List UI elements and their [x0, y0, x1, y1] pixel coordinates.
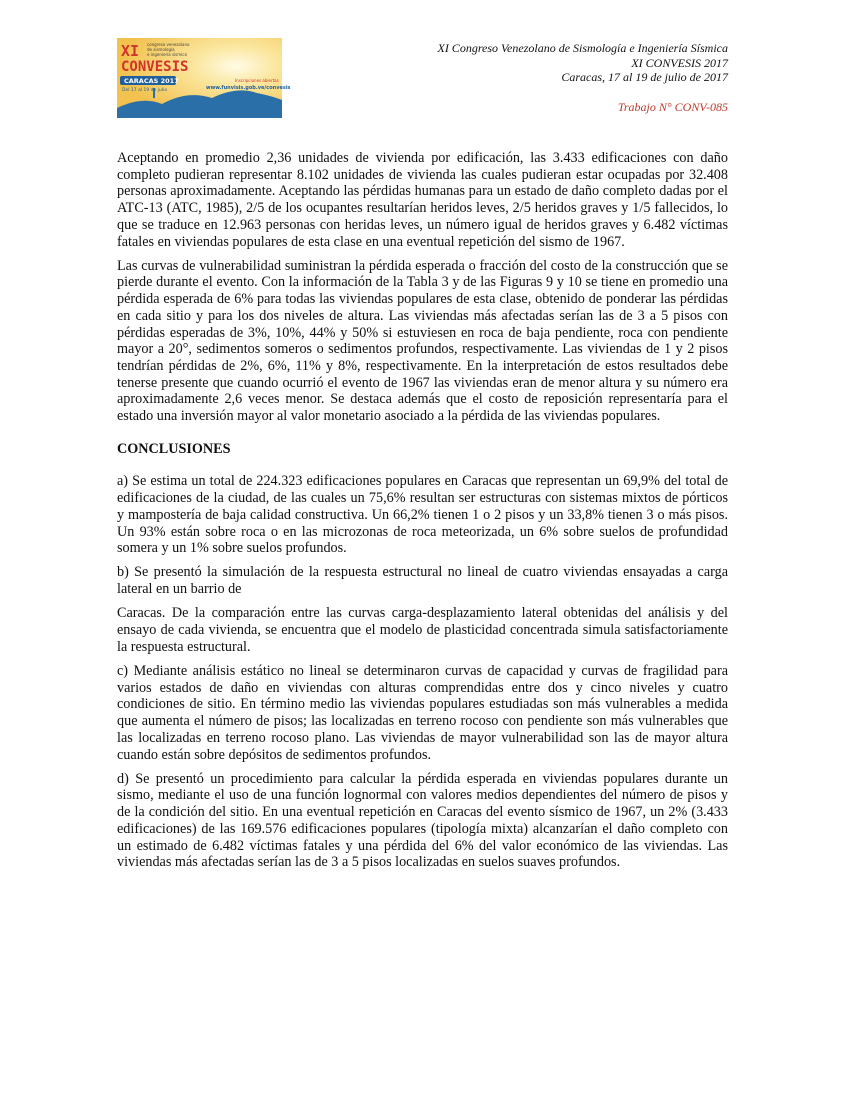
logo-city-badge: CARACAS 2017 [124, 77, 179, 85]
logo-numeral: XI [121, 42, 140, 60]
conference-place-date: Caracas, 17 al 19 de julio de 2017 [561, 70, 728, 84]
conclusion-c: c) Mediante análisis estático no lineal se determinaron curvas de capacidad y curvas de fragilidad para varios estados de daño en viviendas con alturas comprendidas entre dos y cinco niveles y cuatro condiciones de sitio. En término medio las viviendas populares estudiadas son más vulnerables a medida que aumenta el número de pisos; las localizadas en terreno rocoso con pendiente son más vulnerables que las localizadas en terreno rocoso plano. Las viviendas de mayor vulnerabilidad son las de mayor altura cuando están sobre depósitos de sedimentos profundos. [117, 662, 728, 763]
paragraph-casualties: Aceptando en promedio 2,36 unidades de vivienda por edificación, las 3.433 edificaciones con daño completo pudieran representar 8.102 unidades de vivienda las cuales pudieran estar ocupadas por 32.408 personas aproximadamente. Aceptando las pérdidas humanas para un estado de daño completo dadas por el ATC-13 (ATC, 1985), 2/5 de los ocupantes resultarían heridos leves, 2/5 heridos graves y 1/5 fallecidos, lo que se traduce en 12.963 personas con heridas leves, un número igual de heridos graves y 6.482 víctimas fatales en viviendas populares de esta clase en una eventual repetición del sismo de 1967. [117, 150, 728, 250]
logo-registration: Inscripciones abiertas [235, 78, 279, 83]
conclusion-a: a) Se estima un total de 224.323 edificaciones populares en Caracas que representan un 69,9% del total de edificaciones de la ciudad, de las cuales un 75,6% resultan ser estructuras con sistemas mixtos de pórticos y mampostería de baja calidad constructiva. Un 66,2% tienen 1 o 2 pisos y un 33,8% tienen 3 o más pisos. Un 93% están sobre roca o en las microzonas de roca meteorizada, un 6% sobre suelos de profundidad somera y un 1% sobre suelos profundos. [117, 473, 728, 557]
logo-url: www.funvisis.gob.ve/convesis [206, 85, 291, 91]
logo-tagline-3: e ingeniería sísmica [147, 52, 187, 57]
logo-dates: Del 17 al 19 de julio [122, 88, 168, 93]
page-content [117, 150, 728, 878]
paper-id: Trabajo N° CONV-085 [617, 99, 728, 114]
logo-name: CONVESIS [121, 59, 189, 75]
section-title: CONCLUSIONES [117, 440, 231, 457]
paragraph-vulnerability: Las curvas de vulnerabilidad suministran la pérdida esperada o fracción del costo de la construcción que se pierde durante el evento. Con la información de la Tabla 3 y de las Figuras 9 y 10 se tiene en promedio una pérdida esperada de 6% para todas las viviendas populares de esta clase, obtenido de ponderar las pérdidas en cada sitio y para los dos niveles de altura. Las viviendas más afectadas serían las de 3 a 5 pisos con pérdidas esperadas de 3%, 10%, 44% y 50% si estuviesen en roca de baja pendiente, roca con pendiente mayor a 20°, sedimentos someros o sedimentos profundos, respectivamente. Las viviendas de 1 y 2 pisos tendrían pérdidas de 2%, 6%, 11% y 8%, respectivamente. En la interpretación de estos resultados debe tenerse presente que cuando ocurrió el evento de 1967 las viviendas eran de menor altura y su número era aproximadamente 2,6 veces menor. Se destaca además que el costo de reposición representaría para el estado una inversión mayor al valor monetario asociado a la pérdida de las viviendas populares. [117, 257, 728, 425]
conclusion-b-part1: b) Se presentó la simulación de la respuesta estructural no lineal de cuatro viviendas ensayadas a carga lateral en un barrio de [117, 564, 728, 598]
convesis-logo [117, 38, 291, 118]
logo-tagline-2: de sismología [147, 47, 175, 52]
conference-edition: XI CONVESIS 2017 [631, 55, 728, 70]
conclusion-d: d) Se presentó un procedimiento para calcular la pérdida esperada en viviendas populares durante un sismo, mediante el uso de una función lognormal con valores medios dependientes del número de pisos y de la condición del sitio. En una eventual repetición en Caracas del evento sísmico de 1967, un 2% (3.433 edificaciones) de las 169.576 edificaciones populares (tipología mixta) alcanzarían el daño completo con un estimado de 6.482 víctimas fatales y una pérdida del 6% del valor económico de las viviendas. Las viviendas más afectadas serían las de 3 a 5 pisos localizadas en suelos suaves profundos. [117, 770, 728, 871]
conference-title: XI Congreso Venezolano de Sismología e Ingeniería Sísmica [437, 41, 728, 55]
conference-header [437, 41, 728, 114]
conclusion-b-part2: Caracas. De la comparación entre las curvas carga-desplazamiento lateral obtenidas del análisis y del ensayo de cada vivienda, se encuentra que el modelo de plasticidad concentrada simula satisfactoriamente la respuesta estructural. [117, 605, 728, 655]
logo-tagline-1: congreso venezolano [147, 42, 190, 47]
